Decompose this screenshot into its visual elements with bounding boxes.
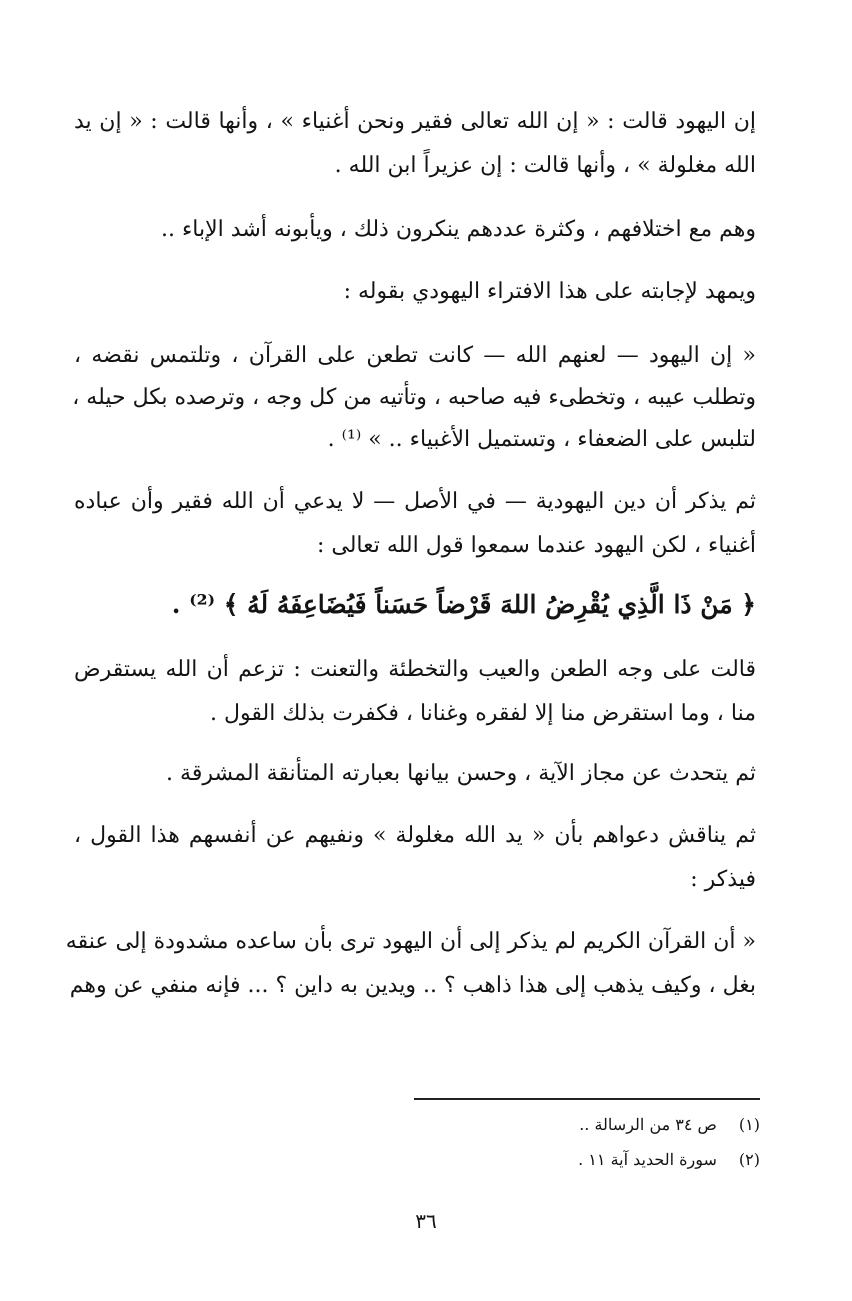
text-line: لتلبس على الضعفاء ، وتستميل الأغبياء .. » ⁽¹⁾ .	[327, 427, 756, 452]
text-line: ثم يتحدث عن مجاز الآية ، وحسن بيانها بعبارته المتأنقة المشرقة .	[166, 761, 756, 786]
text-line: وهم مع اختلافهم ، وكثرة عددهم ينكرون ذلك ، ويأبونه أشد الإباء ..	[160, 217, 756, 242]
text-line: أغنياء ، لكن اليهود عندما سمعوا قول الله تعالى :	[316, 533, 756, 558]
text-line: ثم يذكر أن دين اليهودية — في الأصل — لا يدعي أن الله فقير وأن عباده	[74, 489, 756, 514]
text-line: بغل ، وكيف يذهب إلى هذا ذاهب ؟ .. ويدين به داين ؟ ... فإنه منفي عن وهم	[69, 973, 756, 998]
text-line: منا ، وما استقرض منا إلا لفقره وغنانا ، فكفرت بذلك القول .	[210, 701, 756, 726]
footnote-divider	[414, 1098, 760, 1100]
text-line: « أن القرآن الكريم لم يذكر إلى أن اليهود ترى بأن ساعده مشدودة إلى عنقه	[65, 929, 756, 954]
text-line: ثم يناقش دعواهم بأن « يد الله مغلولة » ونفيهم عن أنفسهم هذا القول ،	[74, 823, 756, 848]
footnote-item	[579, 1111, 760, 1139]
text-line: قالت على وجه الطعن والعيب والتخطئة والتعنت : تزعم أن الله يستقرض	[74, 657, 756, 682]
footnote-number: (٢)	[738, 1150, 760, 1169]
footnote-text: ص ٣٤ من الرسالة ..	[579, 1115, 717, 1134]
footnote-item	[578, 1146, 760, 1174]
text-line: ويمهد لإجابته على هذا الافتراء اليهودي بقوله :	[343, 279, 756, 304]
text-line: وتطلب عيبه ، وتخطىء فيه صاحبه ، وتأتيه من كل وجه ، وترصده بكل حيله ،	[72, 385, 756, 410]
quran-verse: ﴿ مَنْ ذَا الَّذِي يُقْرِضُ اللهَ قَرْضاً حَسَناً فَيُضَاعِفَهُ لَهُ ﴾ ⁽²⁾ .	[171, 590, 756, 619]
text-line: فيذكر :	[690, 867, 756, 892]
text-line: « إن اليهود — لعنهم الله — كانت تطعن على القرآن ، وتلتمس نقضه ،	[74, 343, 756, 368]
footnote-number: (١)	[738, 1115, 760, 1134]
text-line: إن اليهود قالت : « إن الله تعالى فقير ونحن أغنياء » ، وأنها قالت : « إن يد	[74, 109, 756, 134]
footnote-text: سورة الحديد آية ١١ .	[578, 1150, 717, 1169]
text-line: الله مغلولة » ، وأنها قالت : إن عزيراً ابن الله .	[334, 153, 756, 178]
page-number: ٣٦	[415, 1209, 437, 1233]
